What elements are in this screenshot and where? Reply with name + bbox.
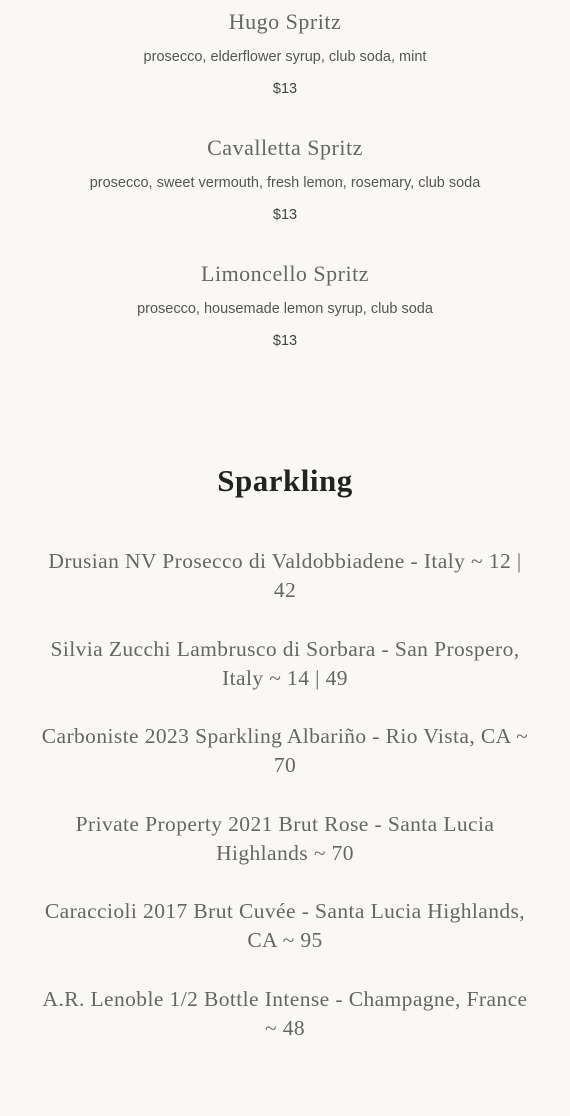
wine-list-item: Silvia Zucchi Lambrusco di Sorbara - San Prospero, Italy ~ 14 | 49 bbox=[50, 637, 520, 690]
cocktail-item bbox=[0, 8, 570, 98]
wine-list-item: Caraccioli 2017 Brut Cuvée - Santa Lucia Highlands, CA ~ 95 bbox=[44, 899, 526, 952]
cocktail-price: $13 bbox=[272, 333, 298, 349]
wine-list-item: Carboniste 2023 Sparkling Albariño - Rio Vista, CA ~ 70 bbox=[41, 724, 529, 777]
cocktail-price: $13 bbox=[272, 81, 298, 97]
cocktail-name: Hugo Spritz bbox=[228, 9, 342, 34]
wine-list-item: Drusian NV Prosecco di Valdobbiadene - Italy ~ 12 | 42 bbox=[48, 549, 522, 602]
cocktail-name: Limoncello Spritz bbox=[201, 261, 369, 286]
cocktail-description: prosecco, sweet vermouth, fresh lemon, rosemary, club soda bbox=[89, 175, 481, 191]
cocktail-item bbox=[0, 260, 570, 350]
cocktail-price: $13 bbox=[272, 207, 298, 223]
cocktail-name: Cavalletta Spritz bbox=[207, 135, 363, 160]
wine-list-item: A.R. Lenoble 1/2 Bottle Intense - Champagne, France ~ 48 bbox=[42, 987, 528, 1040]
cocktail-item bbox=[0, 134, 570, 224]
cocktail-description: prosecco, housemade lemon syrup, club soda bbox=[137, 301, 433, 317]
wine-list-item: Private Property 2021 Brut Rose - Santa Lucia Highlands ~ 70 bbox=[75, 812, 495, 865]
cocktail-description: prosecco, elderflower syrup, club soda, mint bbox=[143, 49, 427, 65]
section-title-sparkling: Sparkling bbox=[217, 463, 353, 498]
